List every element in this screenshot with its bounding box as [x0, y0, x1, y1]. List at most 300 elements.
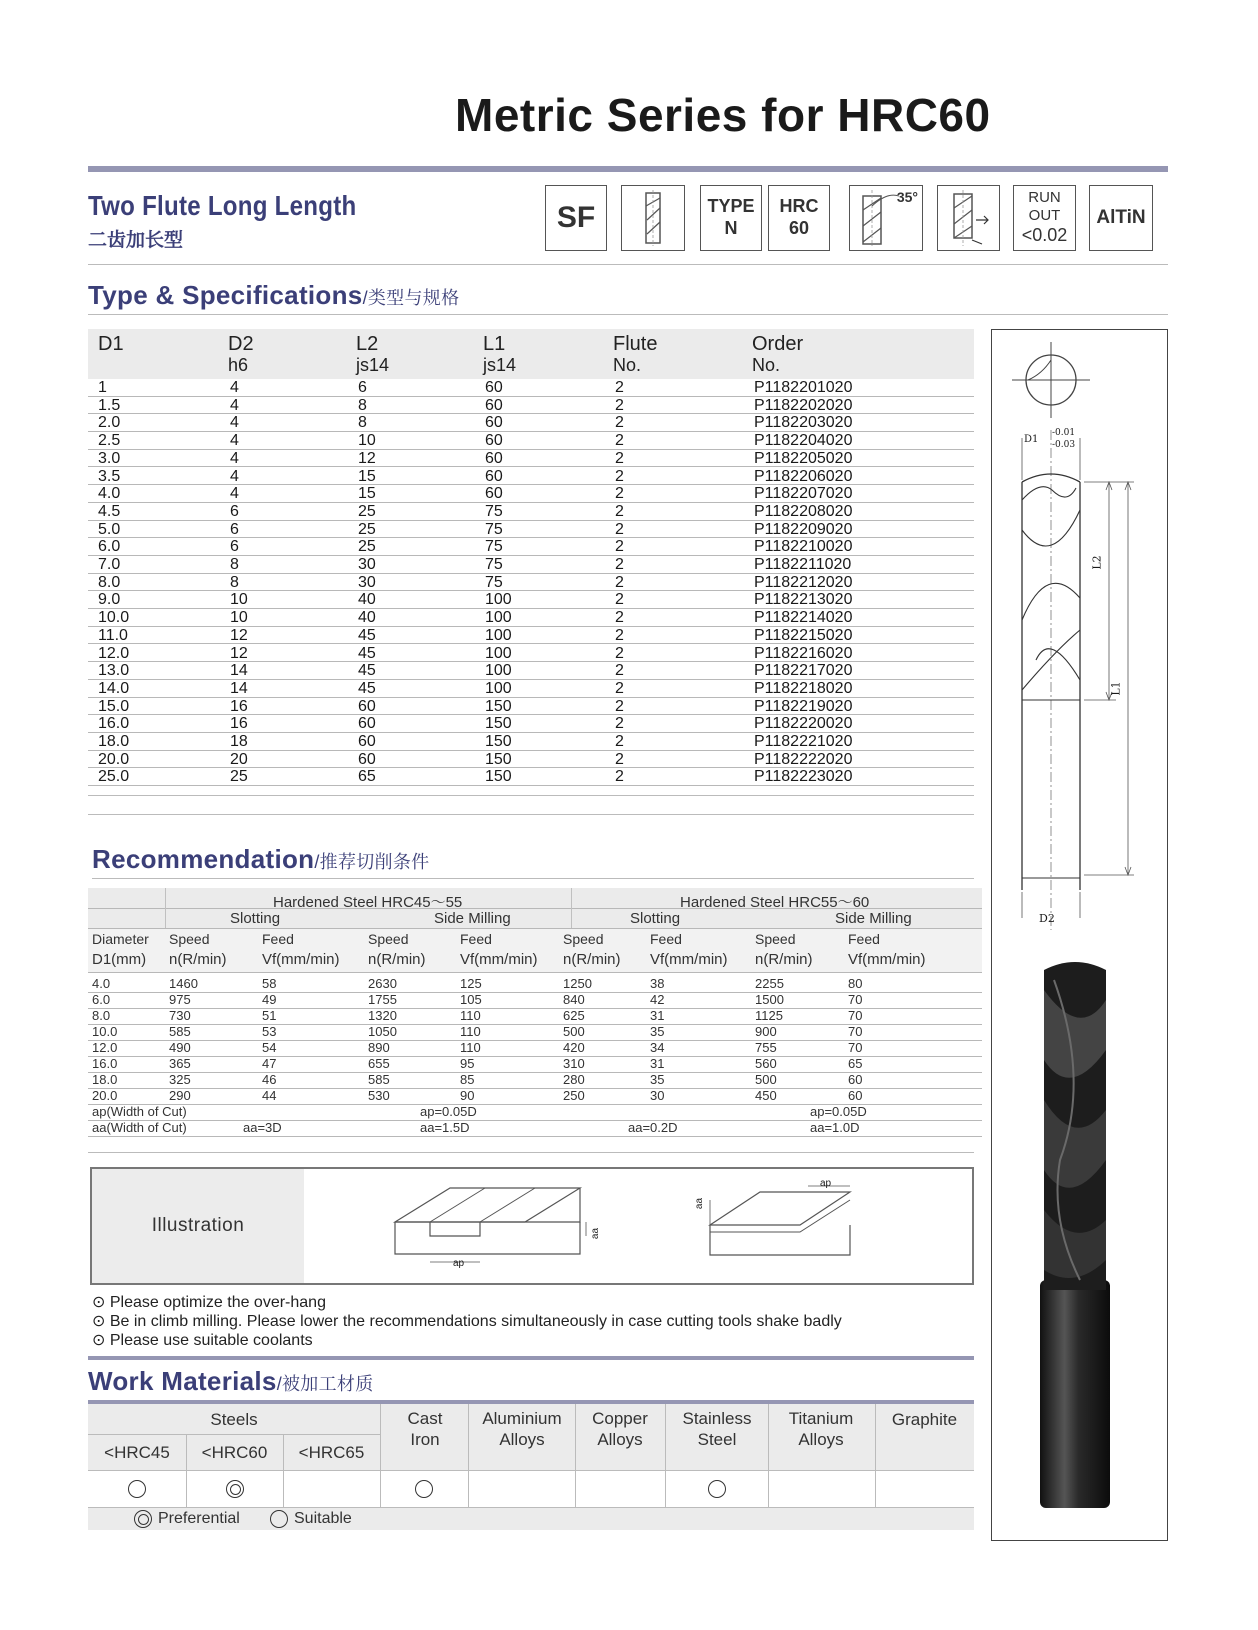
rec-value: 80: [848, 976, 863, 991]
rec-value: 560: [755, 1056, 777, 1071]
cell-d2: 14: [230, 662, 248, 680]
cell-d1: 2.5: [98, 432, 121, 450]
cell-flute: 2: [615, 449, 624, 467]
copper-header: Copper Alloys: [592, 1409, 648, 1449]
page-title: Metric Series for HRC60: [455, 89, 991, 141]
cell-d2: 4: [230, 485, 239, 503]
circle-icon: [270, 1510, 288, 1528]
cell-l2: 45: [358, 679, 376, 697]
rec-head-speed: Speed: [755, 931, 796, 947]
rec-value: 975: [169, 992, 191, 1007]
cell-flute: 2: [615, 697, 624, 715]
group-hrc45-55: Hardened Steel HRC45～55: [273, 894, 463, 911]
cell-d2: 4: [230, 432, 239, 450]
cell-d1: 12.0: [98, 644, 130, 662]
cell-l1: 60: [485, 396, 503, 414]
cell-l2: 40: [358, 609, 376, 627]
divider: [88, 1356, 974, 1360]
cell-l1: 75: [485, 520, 503, 538]
cell-l2: 15: [358, 467, 376, 485]
cell-d2: 16: [230, 715, 248, 733]
group-hrc55-60: Hardened Steel HRC55～60: [680, 894, 870, 911]
cell-flute: 2: [615, 502, 624, 520]
cell-d1: 6.0: [98, 538, 121, 556]
rec-unit-vf_unit: Vf(mm/min): [262, 951, 340, 968]
rec-value: 85: [460, 1072, 475, 1087]
cell-l1: 60: [485, 379, 503, 396]
cell-d2: 8: [230, 573, 239, 591]
rec-value: 1500: [755, 992, 784, 1007]
rec-value: 890: [368, 1040, 390, 1055]
cell-l2: 65: [358, 768, 376, 786]
d1-dim-label: D1: [1024, 434, 1039, 445]
cell-flute: 2: [615, 662, 624, 680]
rec-unit-d1mm: D1(mm): [92, 951, 147, 968]
rec-value: 365: [169, 1056, 191, 1071]
note-climb-milling: ⊙ Be in climb milling. Please lower the recommendations simultaneously in case cutting tools shake badly: [92, 1313, 842, 1330]
divider: [92, 878, 974, 879]
rec-value: 31: [650, 1056, 665, 1071]
cell-flute: 2: [615, 432, 624, 450]
rec-value: 530: [368, 1088, 390, 1103]
ap-illus-label-1: ap: [453, 1258, 465, 1269]
spec-row: [88, 450, 974, 468]
cell-d1: 3.0: [98, 449, 121, 467]
col-header-d2: D2: [228, 333, 254, 355]
spec-row: [88, 698, 974, 716]
cell-flute: 2: [615, 467, 624, 485]
divider: [88, 264, 1168, 265]
divider: [88, 814, 974, 815]
l2-dim-label: L2: [1090, 555, 1104, 570]
cell-order-no: P1182203020: [754, 414, 853, 432]
cell-l2: 30: [358, 556, 376, 573]
cell-flute: 2: [615, 768, 624, 786]
rec-value: 38: [650, 976, 665, 991]
rec-unit-n_unit: n(R/min): [368, 951, 426, 968]
cell-flute: 2: [615, 609, 624, 627]
cell-l1: 60: [485, 449, 503, 467]
slotting-1: Slotting: [230, 910, 281, 927]
cell-l1: 75: [485, 573, 503, 591]
side-milling-2: Side Milling: [835, 910, 912, 927]
cell-d2: 4: [230, 396, 239, 414]
cell-order-no: P1182211020: [754, 556, 852, 573]
helix-angle-value: 35°: [896, 189, 918, 205]
cell-l2: 8: [358, 414, 367, 432]
cell-order-no: P1182223020: [754, 768, 853, 786]
rec-unit-vf_unit: Vf(mm/min): [460, 951, 538, 968]
spec-section-title: Type & Specifications/类型与规格: [88, 280, 460, 310]
rec-value: 70: [848, 992, 863, 1007]
ap-illus-label-2: ap: [820, 1178, 832, 1189]
rec-value: 1050: [368, 1024, 397, 1039]
hrc45-header: <HRC45: [104, 1443, 170, 1462]
cell-l1: 150: [485, 733, 512, 750]
feature-badges: [545, 185, 1165, 251]
recommendation-section-title: Recommendation/推荐切削条件: [92, 844, 430, 874]
cell-l1: 150: [485, 768, 512, 786]
cell-d2: 12: [230, 644, 248, 662]
spec-row: [88, 556, 974, 574]
spec-row: [88, 432, 974, 450]
rec-value: 900: [755, 1024, 777, 1039]
rec-value: 290: [169, 1088, 191, 1103]
rec-value: 65: [848, 1056, 863, 1071]
cell-l1: 100: [485, 591, 512, 609]
double-circle-icon: [134, 1510, 152, 1528]
spec-row: [88, 733, 974, 751]
col-header-l1-tol: js14: [483, 355, 517, 375]
product-subtitle-cn: 二齿加长型: [88, 230, 184, 251]
cell-d2: 6: [230, 538, 239, 556]
divider: [88, 314, 1168, 315]
rec-value: 60: [848, 1088, 863, 1103]
rec-head-diameter: Diameter: [92, 931, 149, 947]
cell-l1: 150: [485, 715, 512, 733]
rec-diameter: 12.0: [92, 1040, 118, 1055]
rec-head-feed: Feed: [460, 931, 492, 947]
cell-d1: 25.0: [98, 768, 130, 786]
cell-l2: 25: [358, 538, 376, 556]
cell-order-no: P1182206020: [754, 467, 853, 485]
cell-flute: 2: [615, 485, 624, 503]
cell-d1: 18.0: [98, 733, 130, 750]
rec-value: 2255: [755, 976, 784, 991]
rec-diameter: 8.0: [92, 1008, 111, 1023]
cell-order-no: P1182210020: [754, 538, 853, 556]
cell-order-no: P1182217020: [754, 662, 853, 680]
cell-order-no: P1182208020: [754, 502, 853, 520]
note-overhang: ⊙ Please optimize the over-hang: [92, 1294, 326, 1311]
rec-diameter: 4.0: [92, 976, 111, 991]
rec-value: 110: [460, 1040, 481, 1055]
cell-l2: 10: [358, 432, 376, 450]
aa-side-1: aa=1.5D: [420, 1120, 470, 1135]
rec-value: 1125: [755, 1008, 783, 1023]
spec-row: [88, 662, 974, 680]
rec-value: 47: [262, 1056, 277, 1071]
spec-row: [88, 485, 974, 503]
cell-l2: 60: [358, 750, 376, 768]
spec-row: [88, 397, 974, 415]
cell-l2: 45: [358, 626, 376, 644]
rec-value: 70: [848, 1024, 863, 1039]
cell-order-no: P1182205020: [754, 449, 853, 467]
cell-flute: 2: [615, 644, 624, 662]
aa-label: aa(Width of Cut): [92, 1120, 187, 1135]
cast-iron-header: Cast Iron: [407, 1409, 443, 1449]
cell-l1: 60: [485, 432, 503, 450]
cell-d1: 4.0: [98, 485, 121, 503]
rec-value: 250: [563, 1088, 585, 1103]
rec-value: 31: [650, 1008, 665, 1023]
rec-value: 35: [650, 1072, 665, 1087]
cell-d2: 14: [230, 679, 248, 697]
rec-value: 840: [563, 992, 585, 1007]
rec-value: 46: [262, 1072, 277, 1087]
cell-d1: 13.0: [98, 662, 130, 680]
end-cut-icon: [937, 185, 1000, 251]
title-divider: [88, 166, 1168, 172]
illustration-label: Illustration: [92, 1169, 304, 1283]
cell-l2: 60: [358, 697, 376, 715]
cell-d2: 20: [230, 750, 248, 768]
rec-value: 585: [169, 1024, 191, 1039]
cell-d2: 4: [230, 414, 239, 432]
cell-d1: 20.0: [98, 750, 130, 768]
cell-order-no: P1182214020: [754, 609, 853, 627]
cell-d1: 1: [98, 379, 107, 396]
cell-d1: 7.0: [98, 556, 121, 573]
cell-order-no: P1182218020: [754, 679, 853, 697]
ap-side-1: ap=0.05D: [420, 1104, 477, 1119]
cell-d2: 18: [230, 733, 248, 750]
cast-iron-suitable-mark: [380, 1471, 468, 1507]
spec-row: [88, 609, 974, 627]
col-header-l2-tol: js14: [356, 355, 390, 375]
rec-value: 90: [460, 1088, 475, 1103]
cell-d2: 4: [230, 467, 239, 485]
cell-l1: 150: [485, 750, 512, 768]
d2-dim-label: D2: [1039, 912, 1055, 925]
cell-flute: 2: [615, 396, 624, 414]
cell-order-no: P1182215020: [754, 626, 853, 644]
spec-row: [88, 574, 974, 592]
col-header-d2-tol: h6: [228, 355, 249, 375]
col-header-d1: D1: [98, 333, 124, 355]
spec-row: [88, 715, 974, 733]
aa-illus-label-1: aa: [590, 1227, 602, 1240]
cell-l1: 100: [485, 679, 512, 697]
legend-suitable: [270, 1510, 352, 1528]
spec-row: [88, 379, 974, 397]
cell-l2: 6: [358, 379, 367, 396]
rec-value: 625: [563, 1008, 585, 1023]
d1-tolerance-lower: -0.03: [1052, 440, 1076, 450]
cell-l1: 100: [485, 626, 512, 644]
cell-d1: 5.0: [98, 520, 121, 538]
aa-illus-label-2: aa: [694, 1197, 706, 1210]
cell-l2: 25: [358, 520, 376, 538]
spec-row: [88, 468, 974, 486]
spec-table-header: [88, 329, 974, 379]
rec-value: 585: [368, 1072, 390, 1087]
rec-value: 755: [755, 1040, 777, 1055]
cell-l1: 75: [485, 538, 503, 556]
cell-flute: 2: [615, 733, 624, 750]
cell-d1: 4.5: [98, 502, 121, 520]
rec-value: 42: [650, 992, 665, 1007]
shank-icon: [621, 185, 685, 251]
cell-d1: 11.0: [98, 626, 128, 644]
rec-value: 450: [755, 1088, 777, 1103]
cell-order-no: P1182201020: [754, 379, 853, 396]
rec-head-feed: Feed: [262, 931, 294, 947]
work-materials-table: [88, 1404, 974, 1530]
col-header-l1: L1: [483, 333, 506, 355]
ap-side-2: ap=0.05D: [810, 1104, 867, 1119]
cell-d1: 10.0: [98, 609, 130, 627]
cell-l1: 60: [485, 485, 503, 503]
cell-l1: 60: [485, 467, 503, 485]
legend-preferential: [134, 1510, 240, 1528]
rec-diameter: 18.0: [92, 1072, 118, 1087]
cell-d1: 1.5: [98, 396, 121, 414]
cell-l2: 30: [358, 573, 376, 591]
rec-unit-n_unit: n(R/min): [169, 951, 227, 968]
cell-l1: 100: [485, 662, 512, 680]
cell-l2: 45: [358, 662, 376, 680]
d1-tolerance-upper: -0.01: [1052, 428, 1076, 438]
cell-d2: 4: [230, 379, 239, 396]
rec-value: 280: [563, 1072, 585, 1087]
col-header-flute-no: No.: [613, 355, 642, 375]
cell-flute: 2: [615, 591, 624, 609]
cell-l2: 12: [358, 449, 376, 467]
rec-unit-n_unit: n(R/min): [755, 951, 813, 968]
cell-d1: 9.0: [98, 591, 121, 609]
rec-head-feed: Feed: [650, 931, 682, 947]
cell-flute: 2: [615, 679, 624, 697]
rec-head-speed: Speed: [169, 931, 210, 947]
cell-l1: 150: [485, 697, 512, 715]
rec-diameter: 10.0: [92, 1024, 118, 1039]
rec-value: 420: [563, 1040, 585, 1055]
cell-order-no: P1182216020: [754, 644, 853, 662]
cell-l1: 75: [485, 556, 503, 573]
rec-diameter: 20.0: [92, 1088, 118, 1103]
spec-row: [88, 680, 974, 698]
cell-d1: 14.0: [98, 679, 130, 697]
cell-d1: 16.0: [98, 715, 130, 733]
cell-d2: 25: [230, 768, 248, 786]
rec-head-feed: Feed: [848, 931, 880, 947]
rec-value: 1250: [563, 976, 592, 991]
rec-value: 730: [169, 1008, 191, 1023]
side-milling-illustration: [700, 1180, 900, 1280]
cell-d1: 15.0: [98, 697, 130, 715]
cell-order-no: P1182212020: [754, 573, 853, 591]
rec-value: 95: [460, 1056, 475, 1071]
rec-diameter: 6.0: [92, 992, 111, 1007]
steels-header: Steels: [210, 1409, 258, 1429]
cell-l2: 45: [358, 644, 376, 662]
recommendation-table: [88, 888, 982, 1148]
rec-value: 125: [460, 976, 482, 991]
col-header-order-no: No.: [752, 355, 781, 375]
rec-value: 325: [169, 1072, 191, 1087]
type-badge: TYPE N: [700, 185, 762, 251]
rec-head-speed: Speed: [563, 931, 604, 947]
cell-l2: 40: [358, 591, 376, 609]
cell-l2: 25: [358, 502, 376, 520]
spec-row: [88, 414, 974, 432]
cell-d2: 12: [230, 626, 248, 644]
rec-value: 105: [460, 992, 482, 1007]
spec-row: [88, 751, 974, 769]
cell-order-no: P1182219020: [754, 697, 853, 715]
cell-l1: 100: [485, 644, 512, 662]
divider: [88, 795, 974, 796]
cell-l2: 8: [358, 396, 367, 414]
note-coolants: ⊙ Please use suitable coolants: [92, 1332, 313, 1349]
cell-l1: 100: [485, 609, 512, 627]
rec-value: 310: [563, 1056, 585, 1071]
cell-d1: 8.0: [98, 573, 121, 591]
rec-value: 110: [460, 1008, 481, 1023]
rec-unit-n_unit: n(R/min): [563, 951, 621, 968]
l1-dim-label: L1: [1109, 681, 1123, 696]
divider: [88, 1152, 974, 1153]
rec-value: 70: [848, 1040, 863, 1055]
cell-l2: 60: [358, 715, 376, 733]
cell-d1: 3.5: [98, 467, 121, 485]
stainless-suitable-mark: [665, 1471, 768, 1507]
rec-value: 58: [262, 976, 277, 991]
hrc65-header: <HRC65: [298, 1443, 365, 1462]
cell-flute: 2: [615, 520, 624, 538]
rec-value: 60: [848, 1072, 863, 1087]
cell-flute: 2: [615, 750, 624, 768]
spec-row: [88, 521, 974, 539]
spec-row: [88, 591, 974, 609]
cell-order-no: P1182221020: [754, 733, 853, 750]
rec-value: 490: [169, 1040, 191, 1055]
rec-value: 49: [262, 992, 277, 1007]
cell-flute: 2: [615, 556, 624, 573]
hrc60-header: <HRC60: [201, 1443, 268, 1462]
coating-badge: AlTiN: [1089, 185, 1153, 251]
stainless-header: Stainless Steel: [682, 1409, 752, 1449]
product-subtitle: Two Flute Long Length: [88, 190, 357, 221]
aluminium-header: Aluminium Alloys: [482, 1409, 562, 1449]
slotting-2: Slotting: [630, 910, 681, 927]
spec-row: [88, 538, 974, 556]
cell-d2: 6: [230, 520, 239, 538]
graphite-header: Graphite: [891, 1409, 958, 1429]
cell-d2: 4: [230, 449, 239, 467]
cell-order-no: P1182209020: [754, 520, 853, 538]
rec-value: 70: [848, 1008, 863, 1023]
spec-row: [88, 645, 974, 663]
cell-l2: 15: [358, 485, 376, 503]
rec-value: 2630: [368, 976, 397, 991]
cell-flute: 2: [615, 573, 624, 591]
rec-diameter: 16.0: [92, 1056, 118, 1071]
hrc45-suitable-mark: [88, 1471, 186, 1507]
rec-value: 54: [262, 1040, 277, 1055]
cell-flute: 2: [615, 379, 624, 396]
cell-order-no: P1182204020: [754, 432, 853, 450]
cell-order-no: P1182207020: [754, 485, 853, 503]
end-mill-photo: [1020, 960, 1130, 1520]
cell-order-no: P1182202020: [754, 396, 853, 414]
rec-value: 1460: [169, 976, 198, 991]
cell-l1: 60: [485, 414, 503, 432]
aa-slot-2: aa=0.2D: [628, 1120, 678, 1135]
cell-l1: 75: [485, 502, 503, 520]
spec-row: [88, 768, 974, 786]
cell-d2: 10: [230, 609, 248, 627]
cell-flute: 2: [615, 626, 624, 644]
rec-value: 53: [262, 1024, 277, 1039]
rec-value: 34: [650, 1040, 665, 1055]
rec-value: 51: [262, 1008, 277, 1023]
cell-d2: 16: [230, 697, 248, 715]
rec-value: 110: [460, 1024, 481, 1039]
rec-unit-vf_unit: Vf(mm/min): [848, 951, 926, 968]
